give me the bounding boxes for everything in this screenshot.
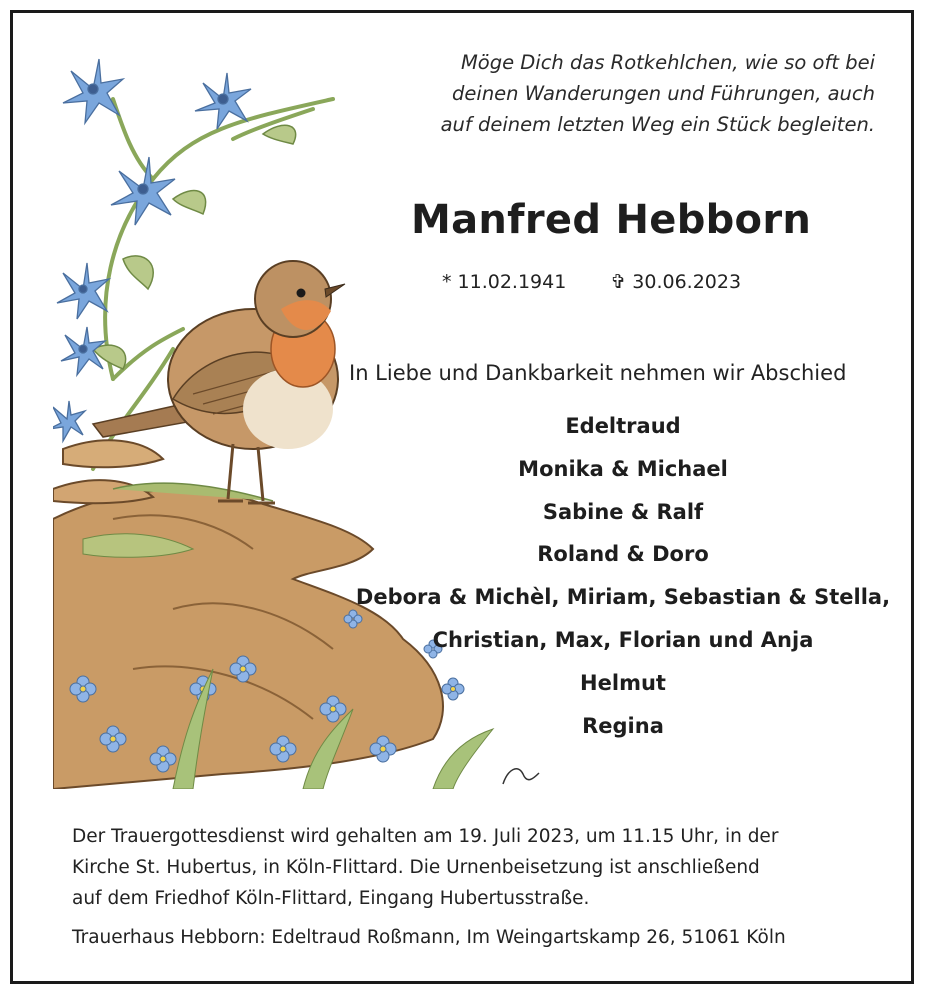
funeral-service-info bbox=[72, 821, 778, 914]
mourner-line: Helmut bbox=[580, 670, 666, 695]
robin-head bbox=[255, 261, 331, 337]
obituary-notice bbox=[10, 10, 914, 984]
verse-line-2: deinen Wanderungen und Führungen, auch bbox=[452, 82, 875, 105]
mourner-line: Monika & Michael bbox=[518, 456, 728, 481]
mourner-line: Christian, Max, Florian und Anja bbox=[432, 627, 814, 652]
mourner-line: Regina bbox=[582, 713, 664, 738]
service-line-2: Kirche St. Hubertus, in Köln-Flittard. Die Urnenbeisetzung ist anschließend bbox=[72, 857, 760, 878]
mourner-line: Edeltraud bbox=[565, 414, 681, 438]
mourners-list bbox=[343, 405, 903, 747]
deceased-name: Manfred Hebborn bbox=[411, 197, 812, 243]
mourner-line: Roland & Doro bbox=[537, 542, 709, 567]
verse-line-1: Möge Dich das Rotkehlchen, wie so oft bei bbox=[460, 51, 875, 74]
life-dates bbox=[442, 271, 741, 293]
mourner-line: Debora & Michèl, Miriam, Sebastian & Stella, bbox=[355, 585, 891, 610]
service-line-1: Der Trauergottesdienst wird gehalten am 19. Juli 2023, um 11.15 Uhr, in der bbox=[72, 826, 779, 847]
service-line-3: auf dem Friedhof Köln-Flittard, Eingang Hubertusstraße. bbox=[72, 888, 590, 909]
farewell-text: In Liebe und Dankbarkeit nehmen wir Abschied bbox=[349, 361, 847, 385]
artist-signature bbox=[503, 769, 539, 784]
verse-line-3: auf deinem letzten Weg ein Stück begleiten. bbox=[440, 113, 875, 136]
robin-eye bbox=[297, 289, 306, 298]
death-date: ✞ 30.06.2023 bbox=[610, 271, 742, 293]
mourner-line: Sabine & Ralf bbox=[542, 499, 704, 524]
memorial-verse bbox=[405, 47, 875, 140]
birth-date: * 11.02.1941 bbox=[442, 271, 567, 293]
mourning-house-address: Trauerhaus Hebborn: Edeltraud Roßmann, Im Weingartskamp 26, 51061 Köln bbox=[72, 927, 786, 948]
